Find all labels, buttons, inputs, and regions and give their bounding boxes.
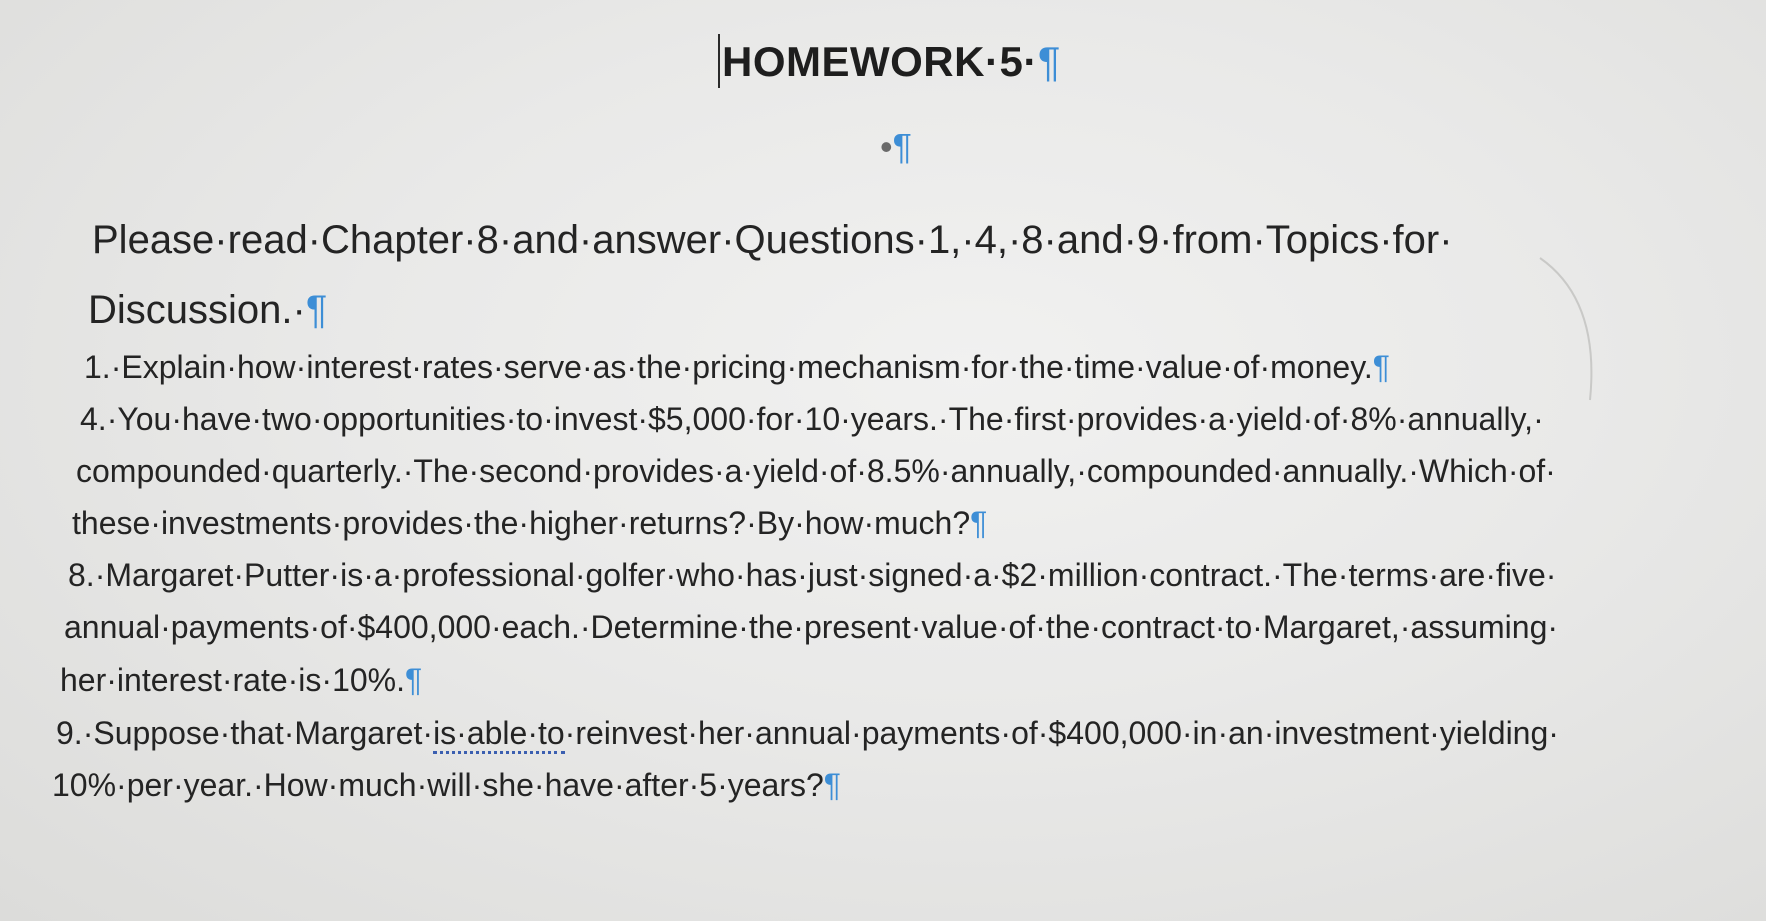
question-8-text-2: annual·payments·of·$400,000·each.·Determine·the·present·value·of·the·contract·to·Margaret,·assuming· bbox=[64, 609, 1559, 645]
question-9-text-1b: ·reinvest·her·annual·payments·of·$400,000·in·an·investment·yielding· bbox=[564, 715, 1559, 751]
scratch-curve bbox=[1540, 258, 1591, 400]
pilcrow-mark: ¶ bbox=[1037, 38, 1061, 85]
question-9-text-1a: 9.·Suppose·that·Margaret· bbox=[56, 715, 434, 751]
pilcrow-mark: ¶ bbox=[305, 288, 328, 332]
pilcrow-mark: ¶ bbox=[1372, 349, 1390, 385]
space-dot: • bbox=[880, 126, 893, 167]
pilcrow-mark: ¶ bbox=[405, 662, 423, 698]
question-1-text: 1.·Explain·how·interest·rates·serve·as·the·pricing·mechanism·for·the·time·value·of·money. bbox=[84, 349, 1373, 385]
question-4-text-1: 4.·You·have·two·opportunities·to·invest·$5,000·for·10·years.·The·first·provides·a·yield·of·8%·annually,· bbox=[80, 401, 1544, 437]
question-4-line-1 bbox=[80, 401, 1544, 438]
question-9-line-1 bbox=[56, 715, 1559, 752]
empty-paragraph bbox=[880, 126, 912, 168]
intro-line-1-text: Please·read·Chapter·8·and·answer·Questions·1,·4,·8·and·9·from·Topics·for· bbox=[92, 218, 1453, 262]
question-4-text-3: these·investments·provides·the·higher·returns?·By·how·much? bbox=[72, 505, 971, 541]
question-8-line-3 bbox=[60, 662, 422, 699]
question-8-text-1: 8.·Margaret·Putter·is·a·professional·golfer·who·has·just·signed·a·$2·million·contract.·The·terms·are·five· bbox=[68, 557, 1557, 593]
pilcrow-mark: ¶ bbox=[970, 505, 988, 541]
question-9-text-2: 10%·per·year.·How·much·will·she·have·after·5·years? bbox=[52, 767, 824, 803]
question-8-text-3: her·interest·rate·is·10%. bbox=[60, 662, 405, 698]
pilcrow-mark: ¶ bbox=[892, 126, 912, 167]
intro-line-2-text: Discussion.· bbox=[88, 288, 306, 332]
question-9-line-2 bbox=[52, 767, 841, 804]
question-8-line-2 bbox=[64, 609, 1558, 646]
question-4-line-2 bbox=[76, 453, 1556, 490]
text-cursor bbox=[718, 34, 720, 88]
question-1-line-1 bbox=[84, 349, 1390, 386]
page-title bbox=[722, 38, 1061, 86]
intro-line-2 bbox=[88, 288, 327, 333]
intro-line-1 bbox=[92, 218, 1453, 263]
title-text: HOMEWORK·5· bbox=[722, 38, 1038, 85]
grammar-flagged-phrase[interactable]: is·able·to bbox=[433, 715, 565, 754]
question-4-line-3 bbox=[72, 505, 987, 542]
question-8-line-1 bbox=[68, 557, 1556, 594]
question-4-text-2: compounded·quarterly.·The·second·provides·a·yield·of·8.5%·annually,·compounded·annually.·Which·of· bbox=[76, 453, 1556, 489]
pilcrow-mark: ¶ bbox=[823, 767, 841, 803]
